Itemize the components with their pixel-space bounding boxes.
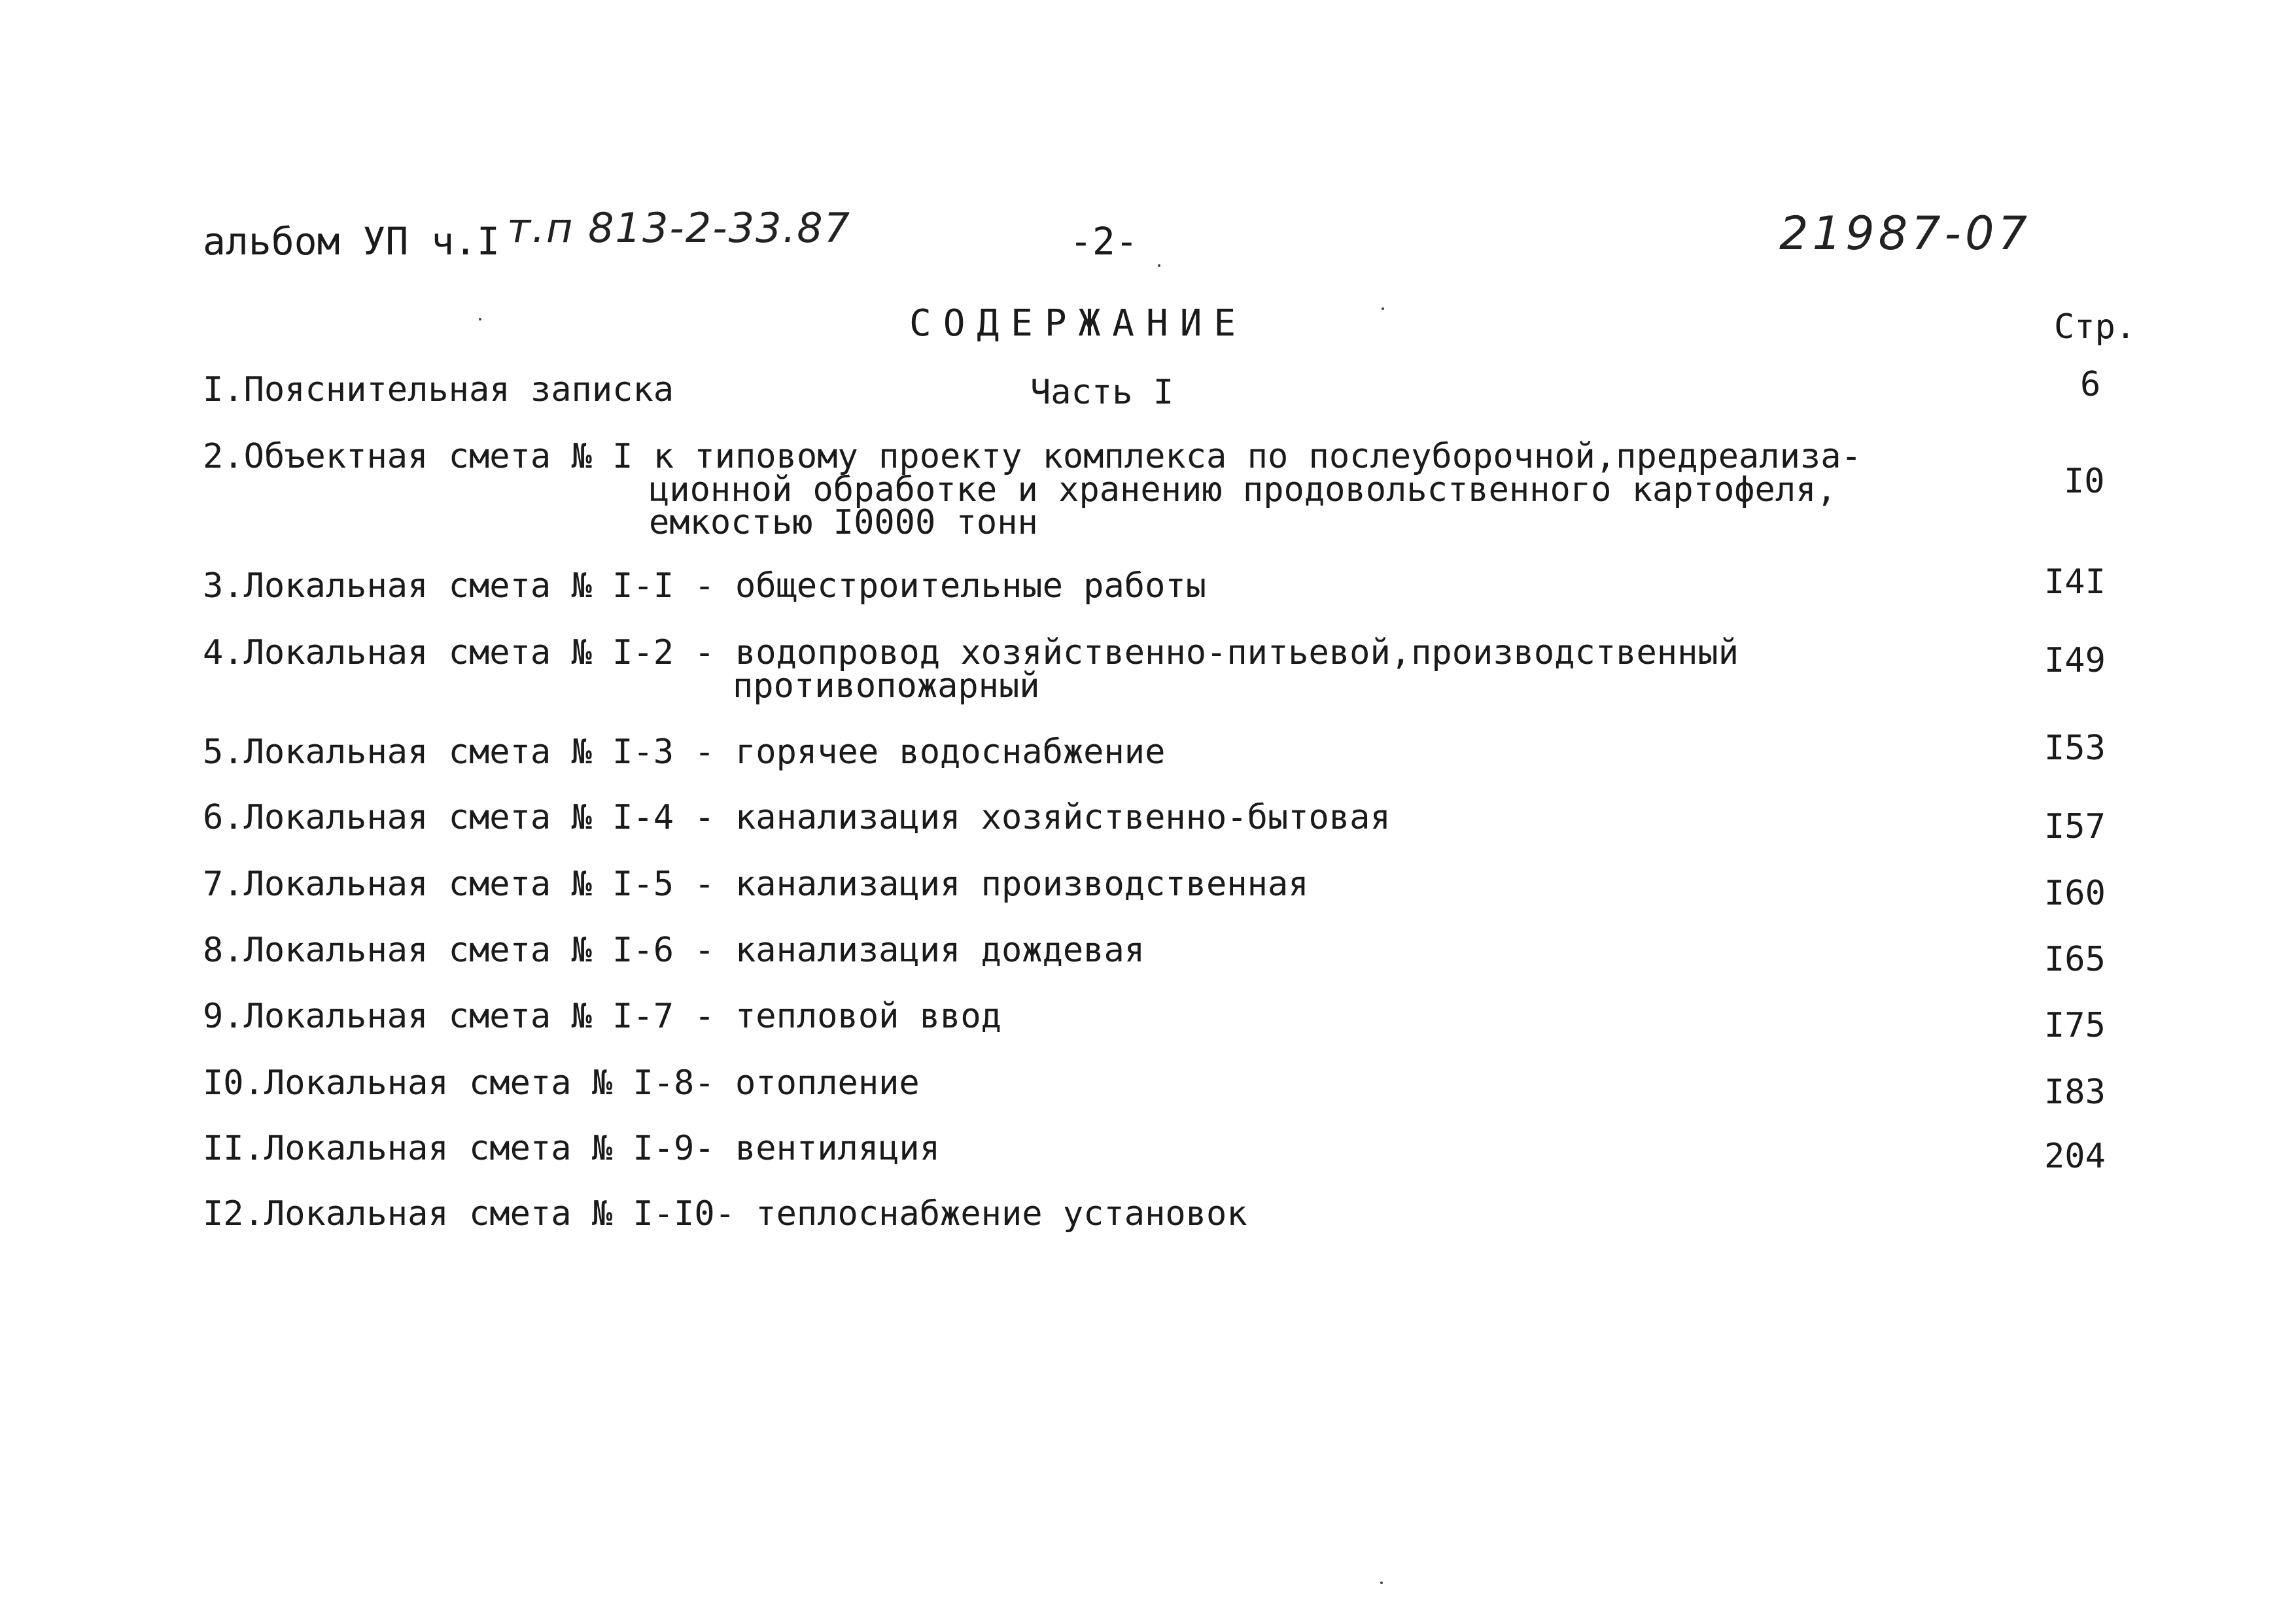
toc-item bbox=[203, 1129, 2106, 1176]
toc-item-page: I75 bbox=[2044, 1006, 2106, 1045]
toc-item-text: 9.Локальная смета № I-7 - тепловой ввод bbox=[203, 997, 1001, 1036]
scan-speck bbox=[479, 318, 481, 320]
toc-item-page: I60 bbox=[2044, 874, 2106, 913]
toc-item-text: I.Пояснительная записка bbox=[203, 370, 674, 409]
toc-item bbox=[203, 1194, 2034, 1234]
toc-item-continuation: емкостью I0000 тонн bbox=[649, 503, 1038, 542]
page-column-heading: Стр. bbox=[2054, 307, 2136, 347]
toc-item-page: I57 bbox=[2044, 807, 2106, 846]
toc-item bbox=[203, 865, 2106, 913]
scan-speck bbox=[1382, 307, 1384, 310]
toc-item-page: 6 bbox=[2080, 365, 2101, 404]
toc-item bbox=[203, 437, 2105, 542]
toc-item-text: 5.Локальная смета № I-3 - горячее водоснабжение bbox=[203, 733, 1166, 772]
part-label: Часть I bbox=[1030, 373, 1174, 412]
toc-item-continuation: противопожарный bbox=[733, 666, 1040, 706]
toc-item bbox=[203, 633, 2106, 706]
toc-item bbox=[203, 562, 2106, 606]
toc-item-text: 2.Объектная смета № I к типовому проекту комплекса по послеуборочной,предреализа- bbox=[203, 437, 1862, 476]
toc-item bbox=[203, 365, 2101, 409]
toc-item-page: I4I bbox=[2044, 562, 2106, 602]
toc-item bbox=[203, 729, 2106, 772]
toc-item-text: I2.Локальная смета № I-I0- теплоснабжение установок bbox=[203, 1194, 1247, 1234]
contents-title: СОДЕРЖАНИЕ bbox=[909, 302, 1248, 345]
toc-item-text: 3.Локальная смета № I-I - общестроительные работы bbox=[203, 566, 1207, 606]
toc-item-page: I0 bbox=[2064, 462, 2105, 501]
toc-item bbox=[203, 798, 2106, 846]
scan-speck bbox=[1380, 1581, 1383, 1584]
toc-item bbox=[203, 931, 2106, 979]
toc-item-page: 204 bbox=[2044, 1137, 2106, 1176]
toc-item-text: 4.Локальная смета № I-2 - водопровод хозяйственно-питьевой,производственный bbox=[203, 633, 1739, 672]
scan-speck bbox=[1158, 264, 1160, 267]
toc-item-text: 6.Локальная смета № I-4 - канализация хозяйственно-бытовая bbox=[203, 798, 1391, 837]
document-number-handwritten: 21987-07 bbox=[1779, 207, 2032, 260]
toc-item-page: I65 bbox=[2044, 940, 2106, 979]
toc-item bbox=[203, 997, 2106, 1045]
toc-item-text: II.Локальная смета № I-9- вентиляция bbox=[203, 1129, 941, 1168]
toc-item bbox=[203, 1063, 2106, 1112]
toc-item-page: I49 bbox=[2044, 641, 2106, 680]
project-code-handwritten: т.п 813-2-33.87 bbox=[507, 204, 852, 252]
page-number-label: -2- bbox=[1070, 219, 1138, 264]
toc-item-page: I83 bbox=[2044, 1073, 2106, 1112]
toc-item-text: I0.Локальная смета № I-8- отопление bbox=[203, 1063, 920, 1103]
toc-item-page: I53 bbox=[2044, 729, 2106, 768]
toc-item-text: 7.Локальная смета № I-5 - канализация производственная bbox=[203, 865, 1309, 904]
toc-item-text: 8.Локальная смета № I-6 - канализация дождевая bbox=[203, 931, 1145, 970]
album-label: альбом УП ч.I bbox=[203, 219, 500, 264]
toc-item-continuation: ционной обработке и хранению продовольственного картофеля, bbox=[649, 470, 1837, 510]
